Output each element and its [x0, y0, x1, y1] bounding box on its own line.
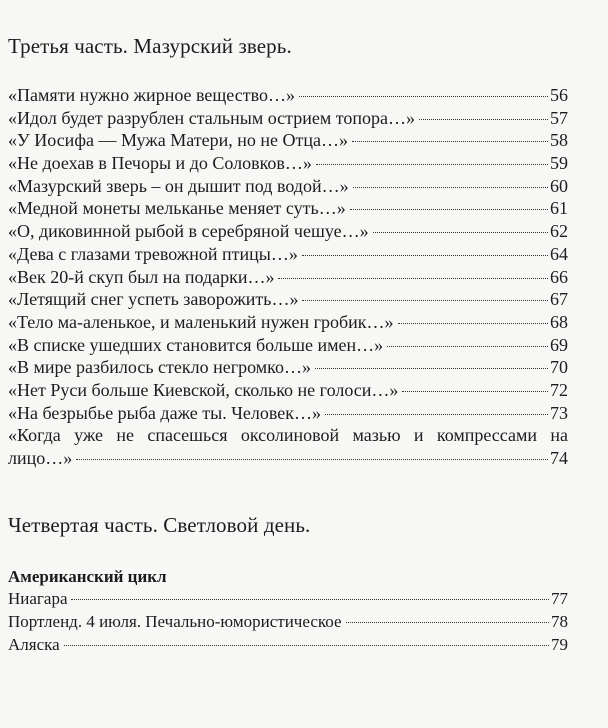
entry-title: «Летящий снег успеть заворожить…» [8, 289, 299, 310]
page-number: 58 [550, 130, 568, 151]
toc-entry [8, 197, 568, 220]
dot-leader [402, 391, 548, 392]
toc-entry [8, 402, 568, 425]
toc-entry [8, 84, 568, 107]
page-number: 72 [550, 379, 568, 400]
toc-list [8, 588, 568, 657]
dot-leader [419, 119, 548, 120]
page-number: 73 [550, 402, 568, 423]
toc-list [8, 84, 568, 470]
entry-title-line2-row [8, 447, 568, 470]
dot-leader [71, 599, 549, 600]
entry-title: «Не доехав в Печоры и до Соловков…» [8, 153, 312, 174]
entry-title: «На безрыбье рыба даже ты. Человек…» [8, 402, 322, 423]
toc-entry [8, 152, 568, 175]
page-number: 61 [550, 198, 568, 219]
toc-entry [8, 356, 568, 379]
dot-leader [64, 645, 549, 646]
cycle-title: Американский цикл [8, 567, 167, 586]
page-number: 66 [550, 266, 568, 287]
toc-entry [8, 129, 568, 152]
entry-title: «Дева с глазами тревожной птицы…» [8, 243, 298, 264]
page-number: 70 [550, 357, 568, 378]
entry-title: Аляска [8, 635, 60, 654]
entry-title: «В списке ушедших становится больше имен…» [8, 334, 384, 355]
toc-entry [8, 266, 568, 289]
page-number: 79 [551, 635, 568, 654]
entry-title: «Век 20-й скуп был на подарки…» [8, 266, 275, 287]
entry-title: «Нет Руси больше Киевской, сколько не голоси…» [8, 379, 399, 400]
dot-leader [352, 141, 548, 142]
dot-leader [302, 300, 548, 301]
page-number: 67 [550, 289, 568, 310]
dot-leader [325, 414, 548, 415]
dot-leader [387, 346, 548, 347]
entry-title-line2: лицо…» [8, 448, 73, 468]
entry-title: «Медной монеты мельканье меняет суть…» [8, 198, 346, 219]
toc-entry [8, 634, 568, 657]
toc-entry [8, 243, 568, 266]
entry-title: «Мазурский зверь – он дышит под водой…» [8, 175, 349, 196]
dot-leader [346, 622, 549, 623]
toc-entry [8, 379, 568, 402]
toc-entry [8, 311, 568, 334]
entry-title: «У Иосифа — Мужа Матери, но не Отца…» [8, 130, 348, 151]
toc-entry [8, 611, 568, 634]
entry-title-line1: «Когда уже не спасешься оксолиновой мазью и компрессами на [8, 425, 568, 446]
page-number: 59 [550, 153, 568, 174]
toc-entry [8, 175, 568, 198]
toc-entry [8, 334, 568, 357]
page-number: 69 [550, 334, 568, 355]
dot-leader [76, 459, 548, 460]
part-title: Третья часть. Мазурский зверь. [8, 34, 292, 58]
entry-title: «О, диковинной рыбой в серебряной чешуе…» [8, 221, 369, 242]
dot-leader [299, 96, 548, 97]
entry-title: «Идол будет разрублен стальным острием топора…» [8, 107, 416, 128]
dot-leader [302, 255, 548, 256]
dot-leader [373, 232, 548, 233]
part-title: Четвертая часть. Светловой день. [8, 513, 311, 537]
dot-leader [353, 187, 548, 188]
page-number: 78 [551, 612, 568, 631]
entry-title: Ниагара [8, 589, 68, 608]
dot-leader [398, 323, 548, 324]
toc-entry [8, 424, 568, 469]
page-number: 64 [550, 243, 568, 264]
dot-leader [350, 209, 548, 210]
toc-entry [8, 220, 568, 243]
dot-leader [316, 164, 548, 165]
entry-title: «Тело ма-аленькое, и маленький нужен гробик…» [8, 311, 394, 332]
page-number: 77 [551, 589, 568, 608]
toc-entry [8, 107, 568, 130]
entry-title: Портленд. 4 июля. Печально-юмористическое [8, 612, 342, 631]
entry-title: «Памяти нужно жирное вещество…» [8, 85, 295, 105]
toc-entry [8, 288, 568, 311]
page-number: 68 [550, 311, 568, 332]
entry-title: «В мире разбилось стекло негромко…» [8, 357, 311, 378]
toc-entry [8, 588, 568, 611]
dot-leader [315, 368, 548, 369]
page-number: 62 [550, 221, 568, 242]
page-number: 74 [550, 448, 568, 468]
dot-leader [278, 278, 548, 279]
page-number: 60 [550, 175, 568, 196]
page-number: 56 [550, 85, 568, 105]
page-number: 57 [550, 107, 568, 128]
